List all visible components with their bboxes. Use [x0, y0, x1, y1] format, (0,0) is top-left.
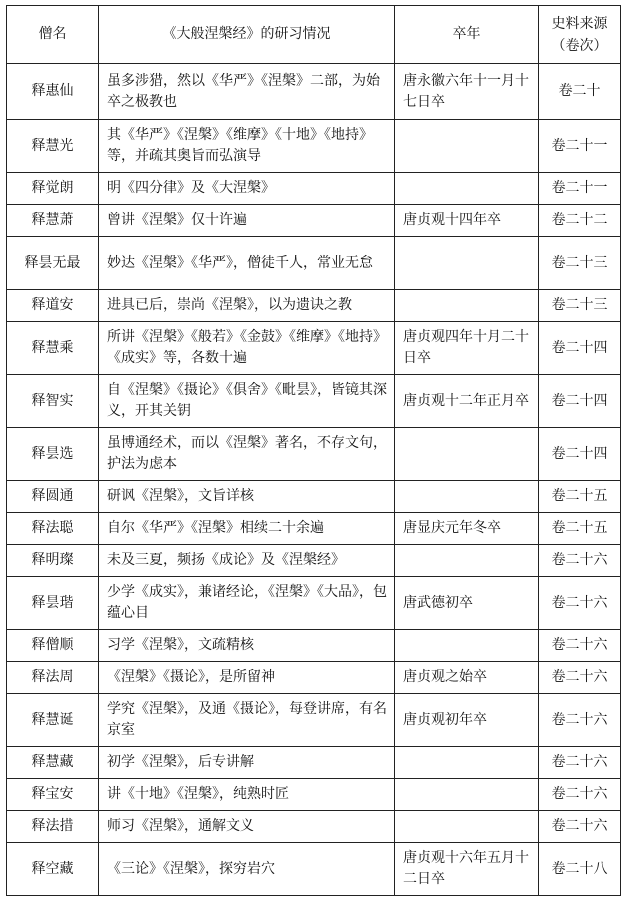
source-cell: 卷二十三 [539, 237, 621, 290]
table-row [7, 779, 621, 811]
monk-name-cell: 释法周 [7, 662, 99, 694]
death-year-cell [395, 173, 539, 205]
death-year-cell: 唐贞观初年卒 [395, 694, 539, 747]
death-year-cell: 唐显庆元年冬卒 [395, 513, 539, 545]
death-year-cell: 唐永徽六年十一月十七日卒 [395, 64, 539, 120]
death-year-cell: 唐贞观十六年五月十二日卒 [395, 843, 539, 896]
table-row [7, 322, 621, 375]
monk-name-cell: 释宝安 [7, 779, 99, 811]
death-year-cell [395, 481, 539, 513]
table-row [7, 237, 621, 290]
table-row [7, 205, 621, 237]
study-cell: 少学《成实》，兼诸经论，《涅槃》《大品》，包蕴心目 [99, 577, 395, 630]
document-page [6, 5, 620, 896]
death-year-cell [395, 811, 539, 843]
monk-study-table [6, 5, 621, 896]
source-cell: 卷二十六 [539, 577, 621, 630]
table-row [7, 64, 621, 120]
monk-name-cell: 释惠仙 [7, 64, 99, 120]
study-cell: 进具已后，崇尚《涅槃》，以为遗诀之教 [99, 290, 395, 322]
table-row [7, 747, 621, 779]
death-year-cell [395, 290, 539, 322]
study-cell: 讲《十地》《涅槃》，纯熟时匠 [99, 779, 395, 811]
study-cell: 明《四分律》及《大涅槃》 [99, 173, 395, 205]
table-row [7, 811, 621, 843]
source-cell: 卷二十六 [539, 630, 621, 662]
monk-name-cell: 释智实 [7, 375, 99, 428]
source-cell: 卷二十六 [539, 747, 621, 779]
death-year-cell [395, 779, 539, 811]
death-year-cell [395, 428, 539, 481]
study-cell: 初学《涅槃》，后专讲解 [99, 747, 395, 779]
table-row [7, 428, 621, 481]
study-cell: 其《华严》《涅槃》《维摩》《十地》《地持》等，并疏其奥旨而弘演导 [99, 120, 395, 173]
death-year-cell: 唐贞观十二年正月卒 [395, 375, 539, 428]
death-year-cell [395, 747, 539, 779]
source-cell: 卷二十四 [539, 428, 621, 481]
table-row [7, 577, 621, 630]
table-row [7, 694, 621, 747]
source-cell: 卷二十八 [539, 843, 621, 896]
source-cell: 卷二十六 [539, 545, 621, 577]
monk-name-cell: 释觉朗 [7, 173, 99, 205]
study-cell: 研讽《涅槃》，文旨详核 [99, 481, 395, 513]
table-row [7, 662, 621, 694]
header-death-year: 卒年 [395, 6, 539, 64]
death-year-cell [395, 120, 539, 173]
monk-name-cell: 释法聪 [7, 513, 99, 545]
study-cell: 自尔《华严》《涅槃》相续二十余遍 [99, 513, 395, 545]
death-year-cell: 唐贞观十四年卒 [395, 205, 539, 237]
monk-name-cell: 释慧乘 [7, 322, 99, 375]
study-cell: 师习《涅槃》，通解文义 [99, 811, 395, 843]
study-cell: 学究《涅槃》，及通《摄论》，每登讲席，有名京室 [99, 694, 395, 747]
source-cell: 卷二十五 [539, 513, 621, 545]
source-cell: 卷二十四 [539, 322, 621, 375]
death-year-cell [395, 630, 539, 662]
monk-name-cell: 释慧萧 [7, 205, 99, 237]
table-row [7, 545, 621, 577]
table-row [7, 375, 621, 428]
table-row [7, 120, 621, 173]
study-cell: 所讲《涅槃》《般若》《金鼓》《维摩》《地持》《成实》等，各数十遍 [99, 322, 395, 375]
monk-name-cell: 释昙选 [7, 428, 99, 481]
source-cell: 卷二十一 [539, 173, 621, 205]
monk-name-cell: 释慧藏 [7, 747, 99, 779]
source-cell: 卷二十二 [539, 205, 621, 237]
table-row [7, 630, 621, 662]
monk-name-cell: 释明璨 [7, 545, 99, 577]
table-row [7, 843, 621, 896]
monk-name-cell: 释圆通 [7, 481, 99, 513]
table-row [7, 513, 621, 545]
monk-name-cell: 释法措 [7, 811, 99, 843]
death-year-cell [395, 237, 539, 290]
monk-name-cell: 释空藏 [7, 843, 99, 896]
study-cell: 虽博通经术，而以《涅槃》著名，不存文句，护法为虑本 [99, 428, 395, 481]
study-cell: 未及三夏，频扬《成论》及《涅槃经》 [99, 545, 395, 577]
source-cell: 卷二十三 [539, 290, 621, 322]
study-cell: 虽多涉猎，然以《华严》《涅槃》二部，为始卒之极教也 [99, 64, 395, 120]
monk-name-cell: 释道安 [7, 290, 99, 322]
study-cell: 《涅槃》《摄论》，是所留神 [99, 662, 395, 694]
death-year-cell: 唐贞观四年十月二十日卒 [395, 322, 539, 375]
study-cell: 妙达《涅槃》《华严》，僧徒千人，常业无怠 [99, 237, 395, 290]
death-year-cell [395, 545, 539, 577]
source-cell: 卷二十六 [539, 811, 621, 843]
monk-name-cell: 释昙无最 [7, 237, 99, 290]
table-header [7, 6, 621, 64]
study-cell: 《三论》《涅槃》，探穷岩穴 [99, 843, 395, 896]
source-cell: 卷二十六 [539, 662, 621, 694]
header-row [7, 6, 621, 64]
table-row [7, 173, 621, 205]
header-source: 史料来源 （卷次） [539, 6, 621, 64]
table-row [7, 290, 621, 322]
source-cell: 卷二十 [539, 64, 621, 120]
death-year-cell: 唐贞观之始卒 [395, 662, 539, 694]
source-cell: 卷二十六 [539, 694, 621, 747]
source-cell: 卷二十一 [539, 120, 621, 173]
monk-name-cell: 释昙瑎 [7, 577, 99, 630]
study-cell: 自《涅槃》《摄论》《俱舍》《毗昙》，皆镜其深义，开其关钥 [99, 375, 395, 428]
table-body [7, 64, 621, 896]
monk-name-cell: 释慧光 [7, 120, 99, 173]
source-cell: 卷二十四 [539, 375, 621, 428]
monk-name-cell: 释僧顺 [7, 630, 99, 662]
study-cell: 曾讲《涅槃》仅十许遍 [99, 205, 395, 237]
monk-name-cell: 释慧诞 [7, 694, 99, 747]
source-cell: 卷二十五 [539, 481, 621, 513]
source-cell: 卷二十六 [539, 779, 621, 811]
header-study: 《大般涅槃经》的研习情况 [99, 6, 395, 64]
study-cell: 习学《涅槃》，文疏精核 [99, 630, 395, 662]
table-row [7, 481, 621, 513]
header-monk-name: 僧名 [7, 6, 99, 64]
death-year-cell: 唐武德初卒 [395, 577, 539, 630]
